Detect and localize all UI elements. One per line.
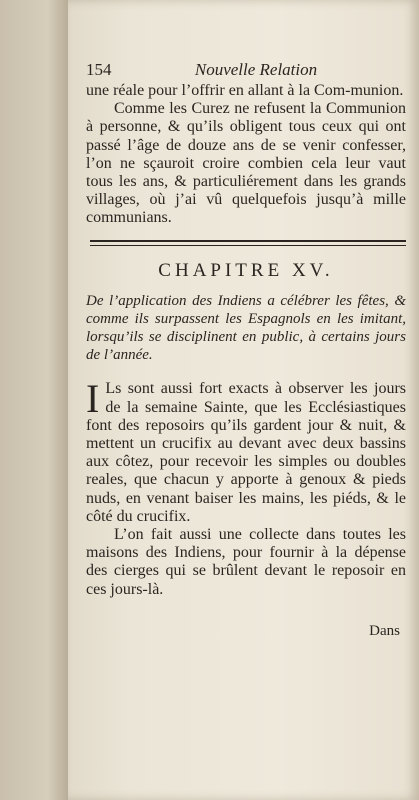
page-content <box>86 60 406 640</box>
body-text-1: Ls sont aussi fort exacts à observer les jours de la semaine Sainte, que les Ecclésiastiques font des reposoirs qu’ils gardent jour & nuit, & mettent un crucifix au devant avec deux bassins aux côtez, pour recevoir les simples ou doubles reales, que chacun y apporte à genoux & pieds nuds, en venant baiser les mains, les piéds, & le côté du crucifix. <box>86 380 406 525</box>
running-title: Nouvelle Relation <box>194 60 318 79</box>
chapter-summary: De l’application des Indiens a célébrer les fêtes, & comme ils surpassent les Espagnols en les imitant, lorsqu’ils se disciplinent en public, à certains jours de l’année. <box>86 292 406 364</box>
chapter-title: CHAPITRE XV. <box>158 259 334 281</box>
body-paragraph-1 <box>86 376 406 526</box>
book-gutter <box>0 0 68 800</box>
page-number: 154 <box>86 60 112 79</box>
catchword: Dans <box>369 622 400 639</box>
body-paragraph-2: L’on fait aussi une collecte dans toutes les maisons des Indiens, pour fournir à la dépense des cierges qui se brûlent devant le reposoir en ces jours-là. <box>86 526 406 598</box>
page-header <box>86 60 406 82</box>
drop-capital: I <box>86 376 100 422</box>
chapter-rule <box>90 240 406 246</box>
continued-paragraph: une réale pour l’offrir en allant à la Com-munion. <box>86 82 404 99</box>
paragraph-communion: Comme les Curez ne refusent la Communion à personne, & qu’ils obligent tous ceux qui ont passé l’âge de douze ans de se venir confesser, l’on ne sçauroit croire combien cela leur vaut tous les ans, & particuliérement dans les grands villages, où j’ai vû quelquefois jusqu’à mille communians. <box>86 100 406 227</box>
